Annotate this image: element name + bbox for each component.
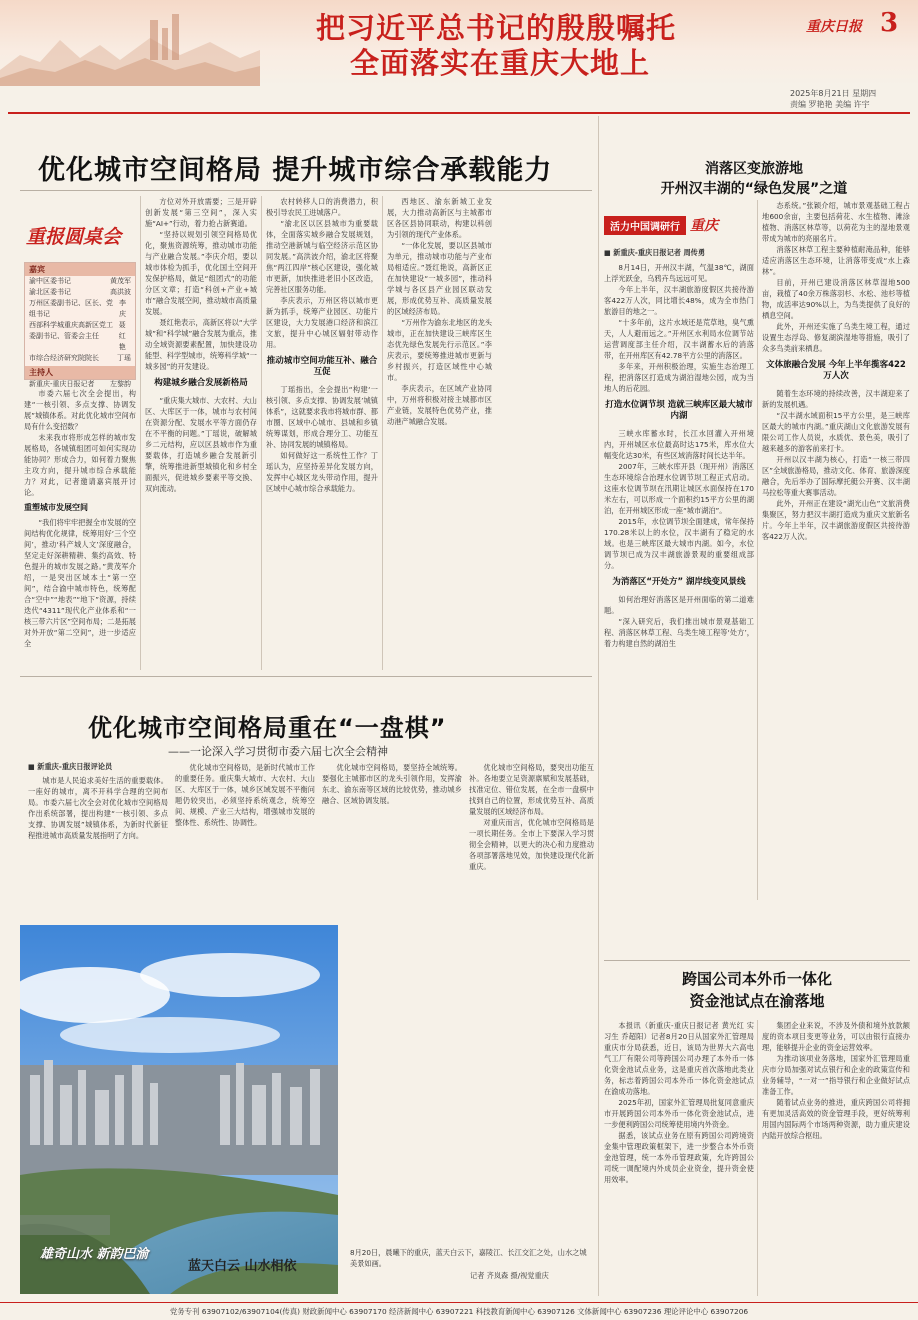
host-header: 主持人 <box>25 366 135 379</box>
slogan-line-1: 把习近平总书记的殷殷嘱托 <box>316 11 677 45</box>
main-article-column-3: 农村转移人口的消费潜力，积极引导农民工进城落户。 “渝北区以区县城市为重要载体，全面落实城乡融合发展规划，推动空港新城与临空经济示范区协同发展。”高洪波介绍，渝北区将聚焦“两江四岸”核心区建设，强化城市更新，加快推进老旧小区改造，完善社区服务功能。 李庆表示，万州区将以城市更新为抓手，统筹产业园区、功能片区建设，大力发展港口经济和滨江文旅，提升中心城区辐射带动作用。 推动城市空间功能互补、融合互促 丁瑶指出，全会提出“构建‘一核引领、多点支撑、协调发展’城镇体系”，这就要求我市将城市群、都市圈、区域中心城市、县城和乡镇统筹谋划，形成合理分工、功能互补、协同发展的城镇格局。 如何做好这一系统性工作？丁瑶认为，应坚持差异化发展方向，发挥中心城区龙头带动作用，提升区域中心城市综合承载能力。 <box>266 197 378 493</box>
guest-row: 西部科学城重庆高新区党工委副书记、管委会主任 聂红艳 <box>29 321 126 351</box>
feature-column-1: 8月14日，开州汉丰湖，气温38℃，湖面上浮光跃金，乌鸦卉鸟远远可见。 今年上半年，汉丰湖旅游度假区共接待游客422万人次，同比增长48%，成为全市热门旅游目的地之一。 “十多年前，这片水域还是荒草地，臭气熏天，人人避而远之。”开州区水利局水位调节站运营调度部主任介绍，汉丰湖蓄水后的消落带，在开州库区有42.78平方公里的消落区。 多年来，开州积极治理，实施生态治理工程，把消落区打造成为湖泊湿地公园，成为当地人的后花园。 打造水位调节坝 造就三峡库区最大城市内湖 三峡水库蓄水时，长江水回灌入开州境内，开州城区水位最高时达175米，库水位大幅变化达30米，有些区域消落时间长达半年。 2007年，三峡水库开县（现开州）消落区生态环境综合治理水位调节坝工程正式启动。这座水位调节坝在汛期让城区水面保持在170米左右，可以形成一个面积约15平方公里的湖泊，在开州城区形成一座“城市湖泊”。 2015年，水位调节坝全面建成，常年保持170.28米以上的水位，汉丰湖有了稳定的水域。也是三峡库区最大城市内湖。如今，水位调节坝已成为汉丰湖旅游景观的重要组成部分。 为消落区“开处方” 湖岸线变风景线 如何治理好消落区是开州面临的第二道难题。 “深入研究后，我们推出城市景观基础工程、消落区林草工程、乌类生境工程等‘处方’，着力构建自然的湖泊生 <box>604 263 754 648</box>
subheading: 文体旅融合发展 今年上半年揽客422万人次 <box>766 360 906 381</box>
guests-header: 嘉宾 <box>25 263 135 276</box>
news-title-line-2: 资金池试点在渝落地 <box>689 992 825 1010</box>
city-photo <box>20 925 338 1294</box>
feature-title-line-1: 消落区变旅游地 <box>705 161 803 177</box>
guest-row: 渝中区委书记 黄茂军 <box>29 277 131 285</box>
main-article-column-1: 市委六届七次全会提出，构建“一核引领、多点支撑、协调发展”城镇体系。对此优化城市空间布局有什么变招数？ 未来我市将形成怎样的城市发展格局，各城镇组团可如何实现功能协同？形成合力，如何着力聚焦主攻方向，提升城市综合承载能力？对此，记者邀请嘉宾展开讨论。 重塑城市发展空间 “我们将牢牢把握全市发展的空间结构优化规律，统筹用好‘三个空间’，推动‘科产城人文’深度融合，坚定走好深耕精耕、集约高效、特色提升的城市发展之路。”黄茂军介绍，一是突出区域本土“第一空间”，结合渝中城市特色，统筹配合“空中”“地表”“地下”资源，持续迭代“4311”现代化产业体系和“一核三带六片区”空间布局；二是拓展对外开放“第二空间”，进一步适应全 <box>24 389 136 648</box>
news-column-1: 本报讯（新重庆-重庆日报记者 黄光红 实习生 乔超阳）记者8月20日从国家外汇管理局重庆市分局获悉，近日，该局为世界大六高电气工厂有限公司等跨国公司办理了本外币一体化资金池试点业务，这是重庆首次落地此类业务，标志着跨国公司本外币一体化资金池试点在渝成功落地。 2025年初，国家外汇管理局批复同意重庆市开展跨国公司本外币一体化资金池试点，进一步便利跨国公司统筹使用境内外资金。 据悉，该试点业务在原有跨国公司跨境资金集中管理政策框架下，进一步整合本外币资金池管理，统一本外币管理政策，允许跨国公司统一调配境内外成员企业资金，提升资金使用效率。 <box>604 1021 754 1184</box>
column-divider <box>757 1020 758 1296</box>
page-number: 3 <box>880 8 899 38</box>
subheading: 构建城乡融合发展新格局 <box>154 378 248 388</box>
main-article-title: 优化城市空间格局 提升城市综合承载能力 <box>38 155 553 186</box>
guest-row: 渝北区委书记 高洪波 <box>29 288 131 296</box>
section-divider <box>604 960 910 961</box>
feature-byline: ■ 新重庆-重庆日报记者 周传勇 <box>604 248 706 257</box>
commentary-column-1: 城市是人民追求美好生活的重要载体。一座好的城市，离不开科学合理的空间布局。市委六届七次全会对优化城市空间格局作出系统部署，提出构建“一核引领、多点支撑、协调发展”城镇体系，为新时代新征程推进城市高质量发展指明了方向。 <box>28 776 168 840</box>
main-article-column-2: 方位对外开放需要；三是开辟创新发展“第三空间”，深入实施“AI+”行动，着力抢占新赛道。 “坚持以规划引领空间格局优化，聚焦资源统筹，推动城市功能与产业融合发展。”李庆介绍，要以城市体检为抓手，优化国土空间开发保护格局，做足“组团式”的功能分区文章；打造“科创+产业+城市”融合发展空间，推动城市高质量发展。 聂红艳表示，高新区将以“大学城”和“科学城”融合发展为重点，推动全域资源要素配置，加快建设功能型、科学型城市，统筹科学城“一城多园”的开发建设。 构建城乡融合发展新格局 “重庆集大城市、大农村、大山区、大库区于一体，城市与农村间在资源分配、发展水平等方面仍存在不平衡的问题。”丁瑶说，破解城乡二元结构，应以区县城市作为重要载体，打造城乡融合发展新引擎，统筹推进新型城镇化和乡村全面振兴，促进城乡要素平等交换、双向流动。 <box>145 197 257 493</box>
subheading: 推动城市空间功能互补、融合互促 <box>266 356 378 377</box>
commentary-column-2: 优化城市空间格局，是新时代城市工作的重要任务。重庆集大城市、大农村、大山区、大库区于一体，城乡区域发展不平衡问题仍较突出，必须坚持系统观念，统筹空间、规模、产业三大结构，增强城市发展的整体性、系统性、协调性。 <box>175 763 315 827</box>
commentary-column-3: 优化城市空间格局，要坚持全域统筹。要强化主城都市区的龙头引领作用，发挥渝东北、渝东南等区域的比较优势，推动城乡融合、区域协调发展。 <box>322 763 462 805</box>
city-landscape-image <box>20 925 338 1294</box>
editors-credit: 责编 罗艳艳 美编 许宇 <box>790 100 870 109</box>
host-row: 新重庆-重庆日报记者 左黎韵 <box>29 380 131 388</box>
news-column-2: 集团企业来说，不涉及外债和境外放款额度的资本项目变更等业务，可以由银行直接办理，能够提升企业的资金运营效率。 为推动该项业务落地，国家外汇管理局重庆市分局加强对试点银行和企业的政策宣传和业务辅导，“一对一”指导银行和企业做好试点准备工作。 随着试点业务的推进，重庆跨国公司将拥有更加灵活高效的资金管理手段，更好统筹利用国内国际两个市场两种资源，助力重庆建设内陆开放综合枢纽。 <box>762 1021 910 1140</box>
section-divider <box>20 676 592 677</box>
photo-overlay-text: 雄奇山水 新韵巴渝 <box>40 1247 149 1262</box>
column-divider <box>140 196 141 670</box>
section-logo: 重报圆桌会 <box>26 226 122 248</box>
column-divider <box>382 196 383 670</box>
column-tag-label: 活力中国调研行 <box>604 216 686 235</box>
header-divider <box>8 112 910 114</box>
subheading: 打造水位调节坝 造就三峡库区最大城市内湖 <box>605 400 753 421</box>
column-divider <box>261 196 262 670</box>
commentary-byline: ■ 新重庆-重庆日报评论员 <box>28 762 113 771</box>
feature-title-line-2: 开州汉丰湖的“绿色发展”之道 <box>660 181 848 197</box>
paper-name: 重庆日报 <box>806 19 862 35</box>
issue-date: 2025年8月21日 星期四 <box>790 89 877 98</box>
column-tag <box>604 212 734 238</box>
news-title-line-1: 跨国公司本外币一体化 <box>681 970 832 988</box>
commentary-column-4: 优化城市空间格局，要突出功能互补。各地要立足资源禀赋和发展基础，找准定位、错位发展，在全市一盘棋中找到自己的位置，形成优势互补、高质量发展的区域经济布局。 对重庆而言，优化城市空间格局是一项长期任务。全市上下要深入学习贯彻全会精神，以更大的决心和力度推动各项部署落地见效，加快建设现代化新重庆。 <box>469 763 594 871</box>
page-column-divider <box>598 116 599 1296</box>
guests-box <box>24 262 136 388</box>
guests-list <box>25 276 135 364</box>
skyline-illustration <box>0 0 260 86</box>
commentary-subtitle: ——一论深入学习贯彻市委六届七次全会精神 <box>168 745 388 758</box>
subheading: 重塑城市发展空间 <box>24 503 88 512</box>
guest-row: 万州区委副书记、区长、党组书记 李庆 <box>29 299 126 318</box>
main-article-column-4: 西地区、渝东新城工业发展，大力推动高新区与主城都市区各区县协同联动，构建以科创为引领的现代产业体系。 “一体化发展，要以区县城市为单元，推动城市功能与产业布局相适应。”聂红艳说，高新区正在加快建设“一城多园”，推动科学城与各区县产业园区联动发展，形成优势互补、高质量发展的区域经济布局。 “万州作为渝东北地区的龙头城市，正在加快建设三峡库区生态优先绿色发展先行示范区。”李庆表示，要统筹推进城市更新与乡村振兴，打造区域性中心城市。 李庆表示，在区域产业协同中，万州将积极对接主城都市区产业链，发展特色优势产业，推动港产城融合发展。 <box>387 197 492 426</box>
photo-caption-title: 蓝天白云 山水相依 <box>188 1259 297 1274</box>
feature-column-2: 态系统。”张颖介绍，城市景观基础工程占地600余亩，主要包括荷花、水生植物、滩涂植物、消落区林草等，以荷花为主的湿地景观带成为城市的亮丽名片。 消落区林草工程主要种植耐淹品种，能够适应消落区生态环境，让消落带变成“水上森林”。 目前，开州已建设消落区林草湿地500亩，栽植了40余万株落羽杉、水松、池杉等植物，成活率达90%以上，为鸟类提供了良好的栖息空间。 此外，开州还实施了乌类生境工程，通过设置生态浮岛、修复湖滨湿地等措施，吸引了众多鸟类前来栖息。 文体旅融合发展 今年上半年揽客422万人次 随着生态环境的持续改善，汉丰湖迎来了新的发展机遇。 “汉丰湖水域面积15平方公里，是三峡库区最大的城市内湖。”重庆湖山文化旅游发展有限公司工作人员说，水质优、景色美，吸引了越来越多的游客前来打卡。 开州以汉丰湖为核心，打造“一核三带四区”全域旅游格局，推动文化、体育、旅游深度融合，先后举办了国际摩托艇公开赛、汉丰湖马拉松等重大赛事活动。 此外，开州正在建设“湖光山色”文旅消费集聚区，努力把汉丰湖打造成为重庆文旅新名片。今年上半年，汉丰湖旅游度假区共接待游客422万人次。 <box>762 201 910 541</box>
photo-credit: 记者 齐岚森 摄/视觉重庆 <box>470 1271 549 1280</box>
column-divider <box>757 200 758 900</box>
subheading: 为消落区“开处方” 湖岸线变风景线 <box>612 577 746 587</box>
photo-caption: 8月20日，晨曦下的重庆，蓝天白云下，嘉陵江、长江交汇之处，山水之城美景如画。 <box>350 1248 587 1268</box>
guest-row: 市综合经济研究院院长 丁瑶 <box>29 354 131 362</box>
slogan-line-2: 全面落实在重庆大地上 <box>350 46 651 80</box>
column-tag-city: 重庆 <box>690 218 718 234</box>
commentary-title: 优化城市空间格局重在“一盘棋” <box>88 714 447 742</box>
masthead-banner <box>0 0 918 86</box>
title-divider <box>20 190 592 191</box>
page-footer: 党务专刊 63907102/63907104(传真) 财政新闻中心 63907170 经济新闻中心 63907221 科技教育新闻中心 63907126 文体新闻中心 63907236 理论评论中心 63907206 <box>0 1302 918 1320</box>
